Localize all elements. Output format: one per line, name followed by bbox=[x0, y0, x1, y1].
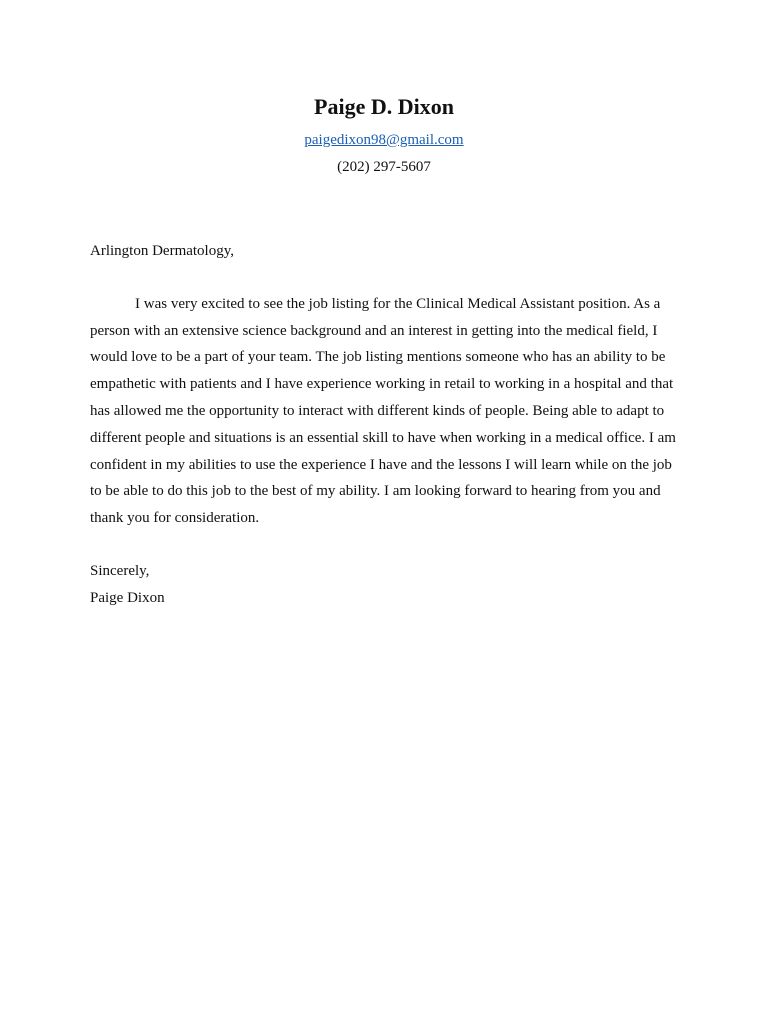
email-link[interactable]: paigedixon98@gmail.com bbox=[304, 132, 464, 148]
letter-body bbox=[90, 238, 680, 612]
signature: Paige Dixon bbox=[90, 589, 165, 606]
phone-number: (202) 297-5607 bbox=[337, 159, 431, 175]
letter-header bbox=[0, 90, 768, 177]
closing: Sincerely, bbox=[90, 562, 150, 579]
salutation: Arlington Dermatology, bbox=[90, 243, 235, 259]
body-paragraph: I was very excited to see the job listing for the Clinical Medical Assistant position. As a person with an extensive science background and an interest in getting into the medical field, I would love to be a part of your team. The job listing mentions someone who has an ability to be empathetic with patients and I have experience working in retail to working in a hospital and that has allowed me the opportunity to interact with different kinds of people. Being able to adapt to different people and situations is an essential skill to have when working in a medical office. I am confident in my abilities to use the experience I have and the lessons I will learn while on the job to be able to do this job to the best of my ability. I am looking forward to hearing from you and thank you for consideration. bbox=[90, 295, 676, 527]
sender-name: Paige D. Dixon bbox=[314, 94, 454, 119]
